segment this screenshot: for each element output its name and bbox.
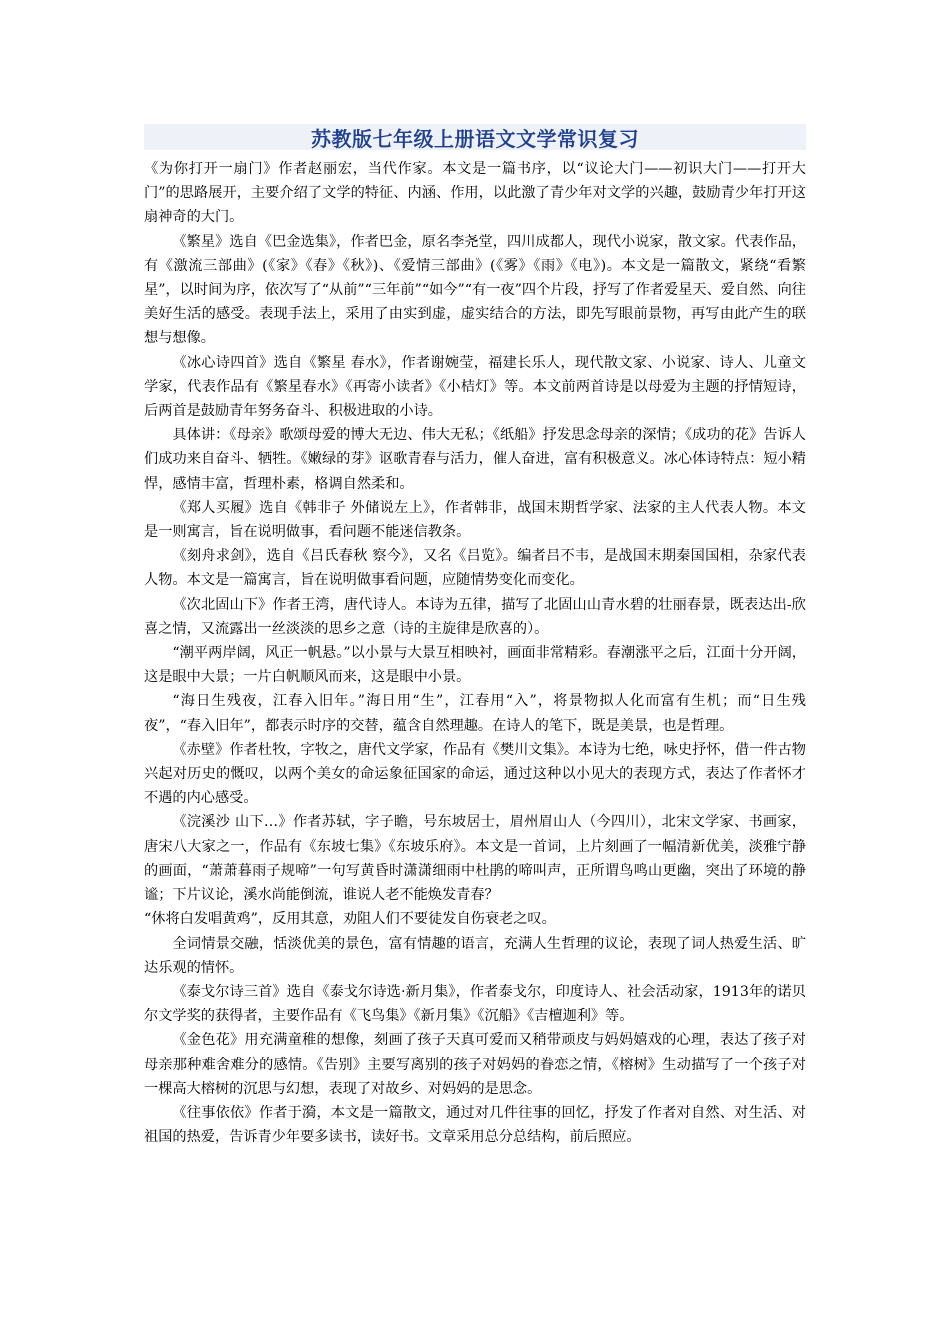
paragraph-5: 《刻舟求剑》，选自《吕氏春秋 察今》，又名《吕览》。编者吕不韦，是战国末期秦国国相，杂家代表人物。本文是一篇寓言，旨在说明做事看问题，应随情势变化而变化。 [144, 548, 806, 589]
page-title: 苏教版七年级上册语文文学常识复习 [311, 126, 639, 151]
paragraph-1: 《繁星》选自《巴金选集》，作者巴金，原名李尧堂，四川成都人，现代小说家，散文家。代表作品，有《激流三部曲》(《家》《春》《秋》)、《爱情三部曲》(《雾》《雨》《电》)。本文是一篇散文，紧绕“看繁星”，以时间为序，依次写了“从前”“三年前”“如今”“有一夜”四个片段，抒写了作者爱星天、爱自然、向往美好生活的感受。表现手法上，采用了由实到虚，虚实结合的方法，即先写眼前景物，再写由此产生的联想与想像。 [144, 233, 806, 347]
paragraph-12: 全词情景交融，恬淡优美的景色，富有情趣的语言，充满人生哲理的议论，表现了词人热爱生活、旷达乐观的情怀。 [144, 935, 806, 976]
paragraph-4: 《郑人买履》选自《韩非子 外储说左上》，作者韩非，战国末期哲学家、法家的主人代表人物。本文是一则寓言，旨在说明做事，看问题不能迷信教条。 [144, 499, 806, 541]
paragraph-6: 《次北固山下》作者王湾，唐代诗人。本诗为五律，描写了北固山山青水碧的壮丽春景，既表达出-欣喜之情，又流露出一丝淡淡的思乡之意（诗的主旋律是欣喜的）。 [144, 596, 806, 637]
paragraph-0: 《为你打开一扇门》作者赵丽宏，当代作家。本文是一篇书序，以“议论大门——初识大门——打开大门”的思路展开，主要介绍了文学的特征、内涵、作用，以此激了青少年对文学的兴趣，鼓励青少年打开这扇神奇的大门。 [144, 161, 806, 226]
paragraph-7: “潮平两岸阔，风正一帆悬。”以小景与大景互相映衬，画面非常精彩。春潮涨平之后，江面十分开阔，这是眼中大景；一片白帆顺风而来，这是眼中小景。 [144, 645, 806, 686]
title-banner [144, 124, 806, 150]
paragraph-14: 《金色花》用充满童稚的想像，刻画了孩子天真可爱而又稍带顽皮与妈妈嬉戏的心理，表达了孩子对母亲那种难舍难分的感情。《告别》主要写离别的孩子对妈妈的眷恋之情，《榕树》生动描写了一个孩子对一棵高大榕树的沉思与幻想，表现了对故乡、对妈妈的是思念。 [144, 1032, 806, 1097]
paragraph-9: 《赤壁》作者杜牧，字牧之，唐代文学家，作品有《樊川文集》。本诗为七绝，咏史抒怀，借一件古物兴起对历史的慨叹，以两个美女的命运象征国家的命运，通过这种以小见大的表现方式，表达了作者怀才不遇的内心感受。 [144, 741, 806, 807]
paragraph-10: 《浣溪沙 山下…》作者苏轼，字子瞻，号东坡居士，眉州眉山人（今四川），北宋文学家、书画家，唐宋八大家之一，作品有《东坡七集》《东坡乐府》。本文是一首词，上片刻画了一幅清新优美，淡雅宁静的画面，“萧萧暮雨子规啼”一句写黄昏时潇潇细雨中杜鹃的啼叫声，正所谓鸟鸣山更幽，突出了环境的静谧；下片议论，溪水尚能倒流，谁说人老不能焕发青春？ [144, 814, 806, 904]
paragraph-8: “海日生残夜，江春入旧年。”海日用“生”，江春用“入”，将景物拟人化而富有生机；而“日生残夜”，“春入旧年”，都表示时序的交替，蕴含自然理趣。在诗人的笔下，既是美景，也是哲理。 [144, 693, 806, 734]
document-body [144, 157, 806, 1149]
paragraph-11: “休将白发唱黄鸡”，反用其意，劝阻人们不要徒发自伤衰老之叹。 [144, 911, 556, 928]
paragraph-3: 具体讲：《母亲》歌颂母爱的博大无边、伟大无私；《纸船》抒发思念母亲的深情；《成功的花》告诉人们成功来自奋斗、牺牲。《嫩绿的芽》讴歌青春与活力，催人奋进，富有积极意义。冰心体诗特点：短小精悍，感情丰富，哲理朴素，格调自然柔和。 [144, 427, 806, 492]
paragraph-2: 《冰心诗四首》选自《繁星 春水》，作者谢婉莹，福建长乐人，现代散文家、小说家、诗人、儿童文学家，代表作品有《繁星春水》《再寄小读者》《小桔灯》等。本文前两首诗是以母爱为主题的抒情短诗，后两首是鼓励青年努务奋斗、积极进取的小诗。 [144, 354, 806, 420]
paragraph-15: 《往事依依》作者于漪，本文是一篇散文，通过对几件往事的回忆，抒发了作者对自然、对生活、对祖国的热爱，告诉青少年要多读书，读好书。文章采用总分总结构，前后照应。 [144, 1104, 806, 1146]
paragraph-13: 《泰戈尔诗三首》选自《泰戈尔诗选·新月集》，作者泰戈尔，印度诗人、社会活动家，1913年的诺贝尔文学奖的获得者，主要作品有《飞鸟集》《新月集》《沉船》《吉檀迦利》等。 [144, 983, 806, 1025]
